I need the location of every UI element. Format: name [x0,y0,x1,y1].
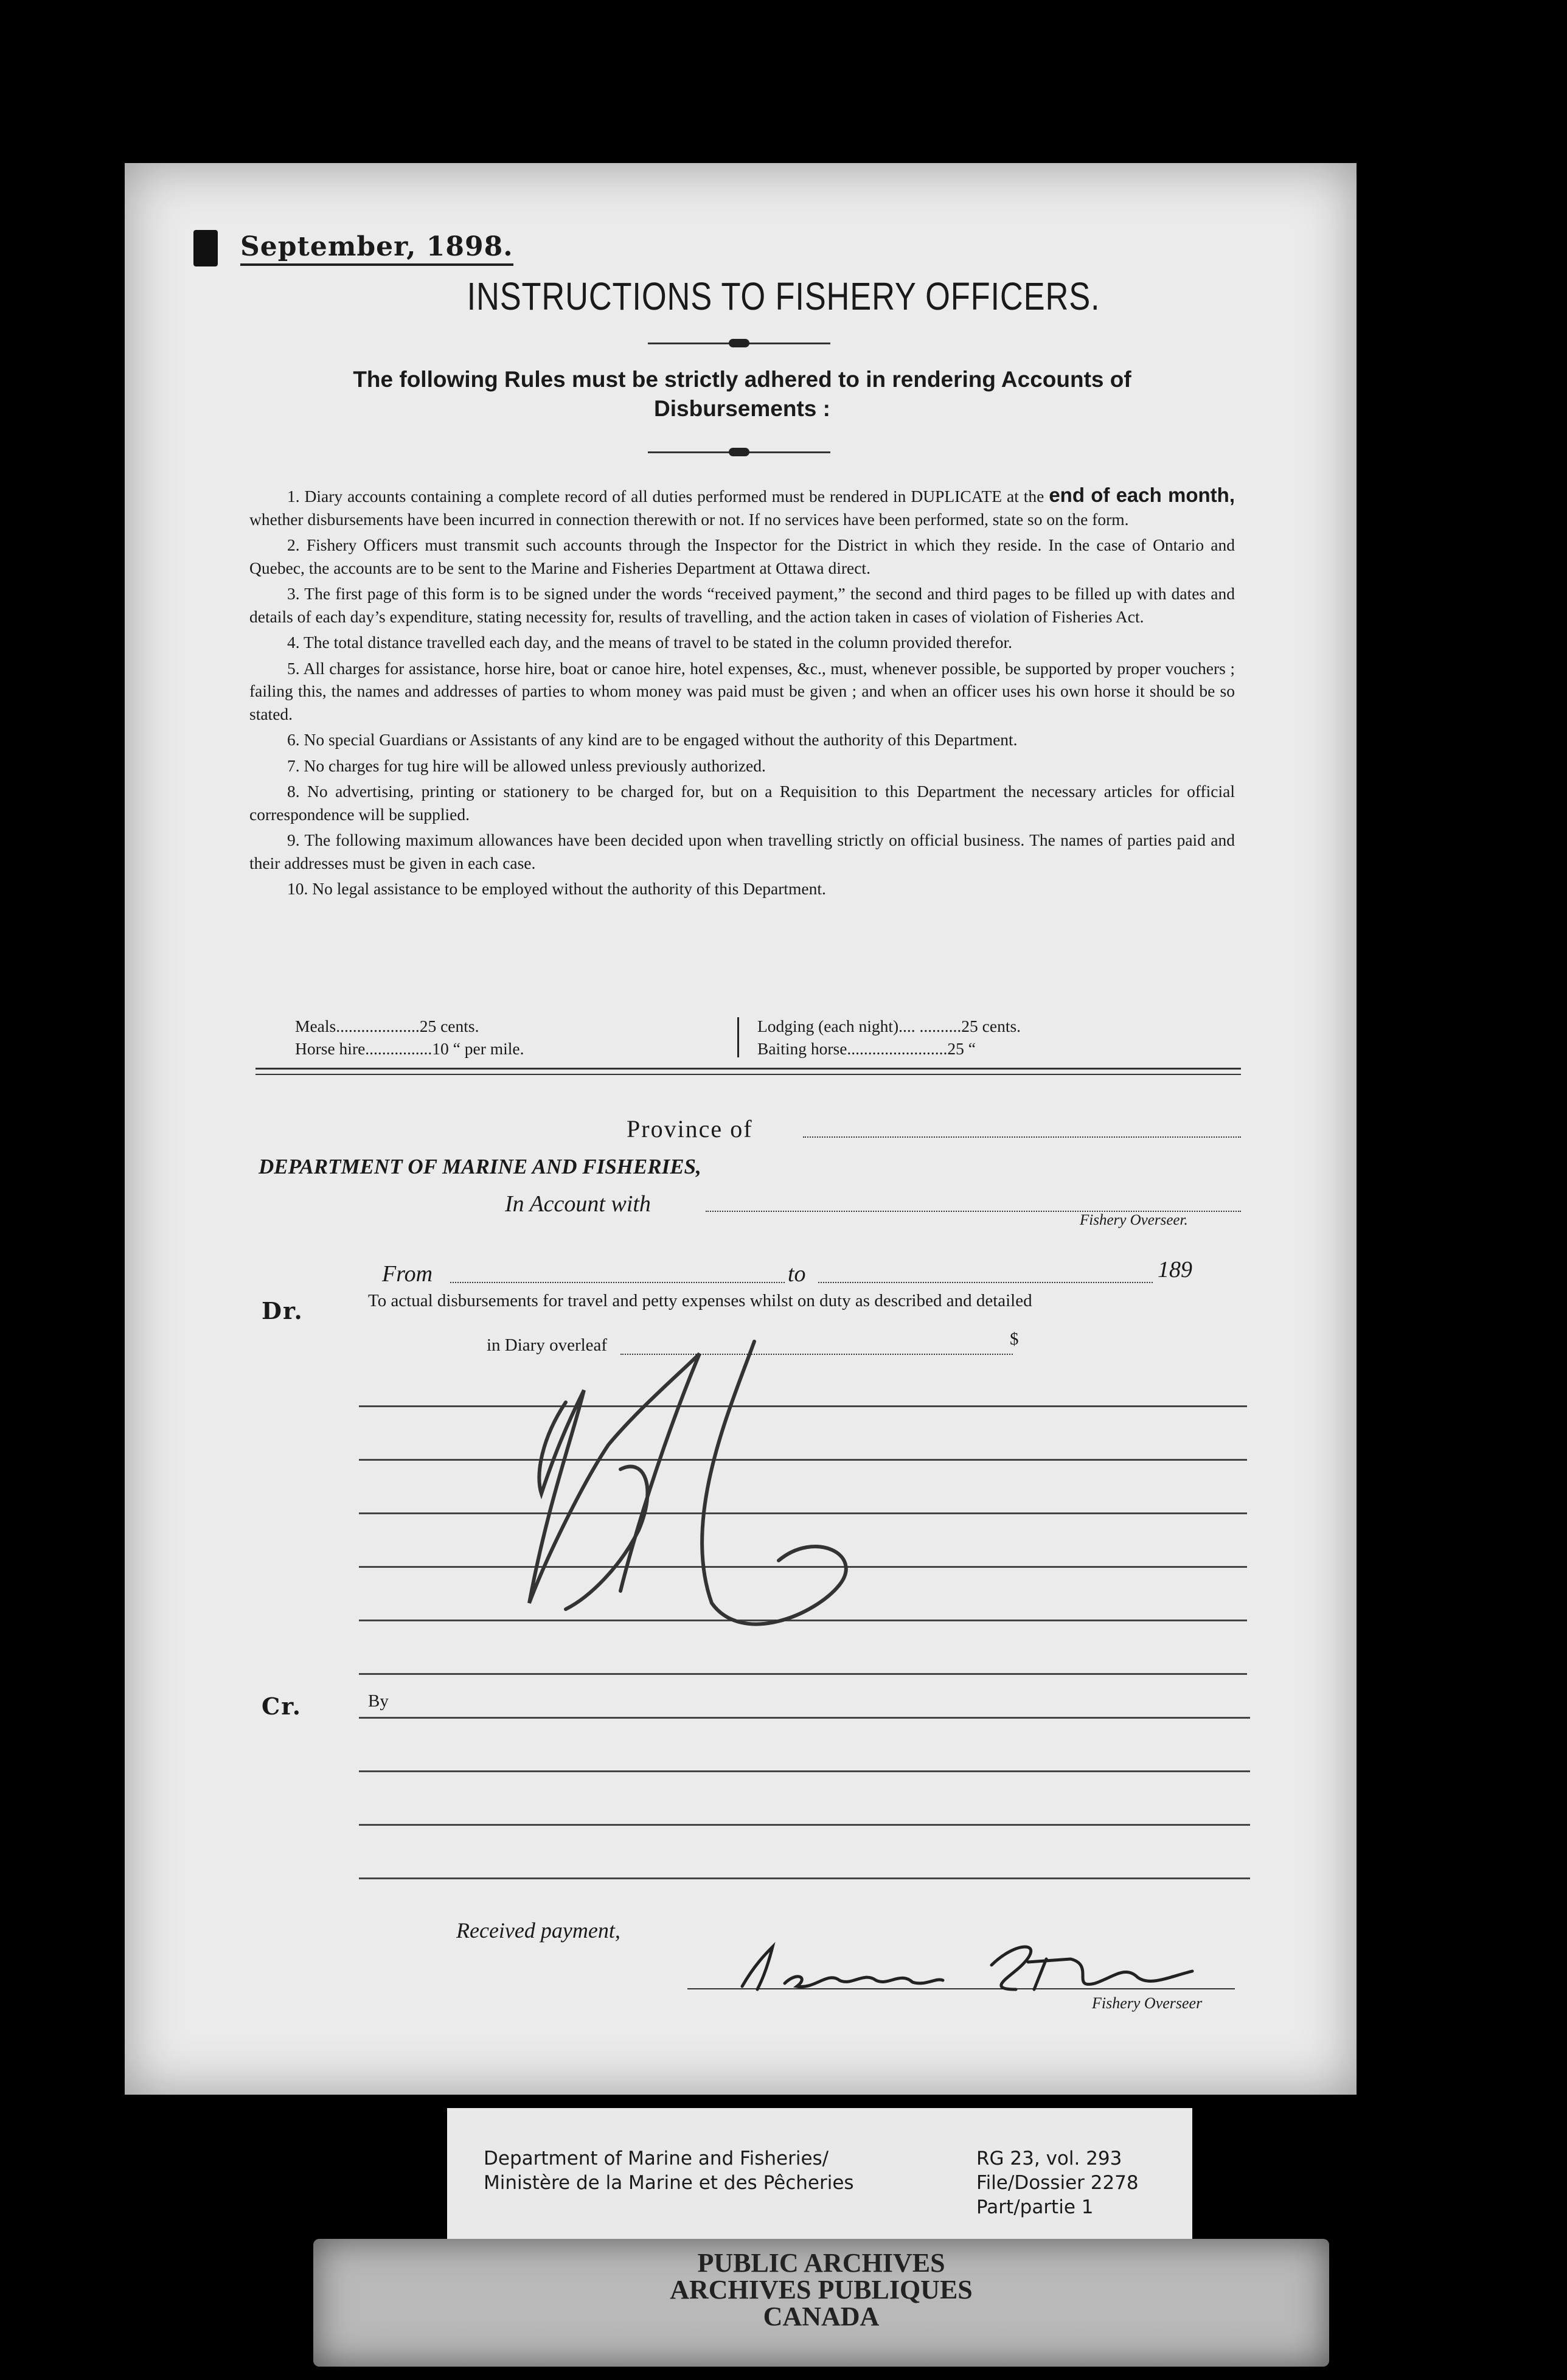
overseer-title-bottom: Fishery Overseer [1092,1994,1203,2012]
archives-stamp [313,2239,1329,2367]
title-ornament-dot [729,339,749,347]
rule-item: 2. Fishery Officers must transmit such accounts through the Inspector for the District in which they reside. In the case of Ontario and Quebec, the accounts are to be sent to the Marine and Fisheries Department at Ottawa direct. [249,535,1235,577]
stamp-line-3: CANADA [763,2302,880,2331]
rule-item: 1. Diary accounts containing a complete record of all duties performed must be rendered in DUPLICATE at the end of each month, whether disbursements have been incurred in connection therewith or not. If no services have been performed, state so on the form. [249,484,1235,529]
rule-item: 8. No advertising, printing or stationery to be charged for, but on a Requisition to this Department the necessary articles for official correspondence will be supplied. [249,782,1235,824]
stamp-line-1: PUBLIC ARCHIVES [697,2248,945,2278]
part-number: Part/partie 1 [976,2196,1094,2218]
province-field [803,1136,1241,1138]
file-number: File/Dossier 2278 [976,2172,1139,2194]
rule-item: 4. The total distance travelled each day, and the means of travel to be stated in the column provided therefor. [287,633,1013,652]
subtitle-ornament-dot [729,448,749,456]
diary-label: in Diary overleaf [487,1335,608,1355]
stamp-line-2: ARCHIVES PUBLIQUES [670,2275,973,2305]
from-label: From [382,1261,433,1287]
initials-mark [499,1335,888,1640]
credit-line [359,1824,1250,1826]
credit-line [359,1717,1250,1719]
allowance-horse-hire: Horse hire................10 “ per mile. [295,1039,524,1058]
debit-description: To actual disbursements for travel and petty expenses whilst on duty as described and detailed [368,1291,1032,1310]
debit-label: Dr. [262,1297,304,1324]
overseer-signature [730,1929,1217,2002]
section-divider-double [255,1074,1241,1075]
debit-line [359,1673,1247,1675]
rule-item: 9. The following maximum allowances have been decided upon when travelling strictly on official business. The names of parties paid and their addresses must be given in each case. [249,830,1235,872]
paper-clip-mark [193,230,218,266]
year-label: 189 [1158,1257,1192,1282]
in-account-label: In Account with [505,1191,651,1217]
credit-line [359,1877,1250,1879]
allowance-lodging: Lodging (each night).... ..........25 cents. [757,1017,1021,1035]
department-french: Ministère de la Marine et des Pêcheries [484,2172,854,2194]
form-date: September, 1898. [240,231,513,266]
received-payment-label: Received payment, [456,1918,620,1943]
allowance-meals: Meals....................25 cents. [295,1017,479,1035]
credit-line [359,1770,1250,1772]
to-label: to [788,1261,806,1287]
credit-label: Cr. [262,1693,302,1720]
overseer-title-top: Fishery Overseer. [1080,1212,1188,1228]
rule-item: 6. No special Guardians or Assistants of any kind are to be engaged without the authority of this Department. [287,730,1018,749]
section-divider [255,1068,1241,1070]
province-label: Province of [627,1115,753,1143]
rule-item: 5. All charges for assistance, horse hire, boat or canoe hire, hotel expenses, &c., must, whenever possible, be supported by proper vouchers ; failing this, the names and addresses of parties to whom money was paid must be given ; and when an officer uses his own horse it should be so stated. [249,658,1235,723]
rule-item: 10. No legal assistance to be employed without the authority of this Department. [287,879,826,898]
rule-item: 7. No charges for tug hire will be allowed unless previously authorized. [287,756,766,775]
record-group: RG 23, vol. 293 [976,2148,1122,2169]
archive-reference-label [447,2108,1192,2254]
allowance-divider [737,1017,739,1057]
page-title: INSTRUCTIONS TO FISHERY OFFICERS. [467,274,1100,318]
rules-subtitle: The following Rules must be strictly adhered to in rendering Accounts of Disbursements : [353,367,1131,421]
department-heading: DEPARTMENT OF MARINE AND FISHERIES, [259,1155,701,1178]
department-english: Department of Marine and Fisheries/ [484,2148,829,2169]
from-date-field [450,1282,785,1283]
to-date-field [818,1282,1153,1283]
rule-item: 3. The first page of this form is to be signed under the words “received payment,” the second and third pages to be filled up with dates and details of each day’s expenditure, stating necessity for, results of travelling, and the action taken in cases of violation of Fisheries Act. [249,584,1235,626]
rules-list [249,484,1235,903]
credit-by-label: By [368,1691,389,1711]
dollar-sign: $ [1010,1329,1019,1349]
allowance-baiting: Baiting horse........................25 “ [757,1039,976,1058]
